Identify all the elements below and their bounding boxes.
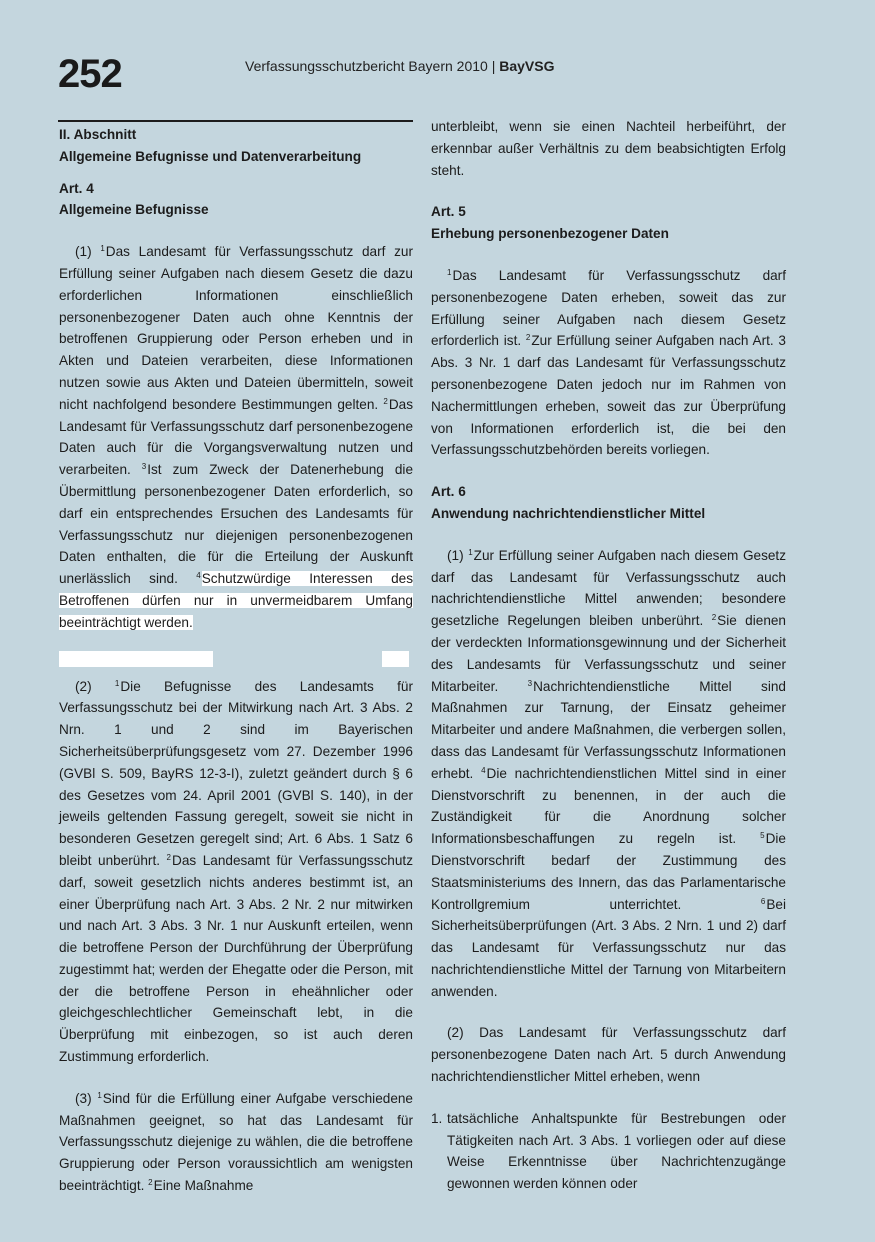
art4-continuation: unterbleibt, wenn sie einen Nachteil herbeiführt, der erkennbar außer Verhältnis zu dem beabsichtigten Erfolg steht.: [431, 119, 786, 178]
art5-paragraph: $^1$Das Landesamt für Verfassungsschutz darf personenbezogene Daten erheben, soweit das zur Erfüllung seiner Aufgaben nach diesem Gesetz erforderlich ist. $^2$Zur Erfüllung seiner Aufgaben nach Art. 3 Abs. 3 Nr. 1 darf das Landesamt für Verfassungsschutz personenbezogene Daten jedoch nur im Rahmen von Nachermittlungen erheben, soweit das zur Überprüfung von Informationen erforderlich ist, die bei den Verfassungsschutzbehörden bereits vorliegen.: [431, 267, 786, 458]
list-item-text: tatsächliche Anhaltspunkte für Bestrebungen oder Tätigkeiten nach Art. 3 Abs. 1 vorliegen oder auf diese Weise Erkenntnisse über Nachrichtenzugänge gewonnen werden können oder: [447, 1110, 786, 1192]
art4-paragraph-3: (3) $^1$Sind für die Erfüllung einer Aufgabe verschiedene Maßnahmen geeignet, so hat das Landesamt für Verfassungsschutz diejenige zu wählen, die die betroffene Gruppierung oder Person voraussichtlich am wenigsten beeinträchtigt. $^2$Eine Maßnahme: [59, 1090, 413, 1194]
article-5-label: Art. 5: [431, 204, 466, 220]
section-title: Allgemeine Befugnisse und Datenverarbeitung: [59, 148, 362, 164]
running-title: Verfassungsschutzbericht Bayern 2010 |: [245, 58, 500, 74]
article-4-label: Art. 4: [59, 180, 94, 196]
section-label: II. Abschnitt: [59, 127, 137, 142]
list-item: [431, 1108, 786, 1195]
right-column: [431, 116, 786, 1195]
article-4-title: Allgemeine Befugnisse: [59, 202, 209, 218]
art4-paragraph-1: (1) $^1$Das Landesamt für Verfassungsschutz darf zur Erfüllung seiner Aufgaben nach diesem Gesetz die dazu erforderlichen Informationen einschließlich personenbezogener Daten auch ohne Kenntnis der betroffenen Gruppierung oder Person erheben und in Akten und Dateien verarbeiten, diese Informationen nutzen sowie aus Akten und Dateien übermitteln, soweit nicht nachfolgend besondere Bestimmungen gelten. $^2$Das Landesamt für Verfassungsschutz darf personenbezogene Daten auch für die Vorgangsverwaltung nutzen und verarbeiten. $^3$Ist zum Zweck der Datenerhebung die Übermittlung personenbezogener Daten erforderlich, so darf ein entsprechendes Ersuchen des Landesamts für Verfassungsschutz nur diejenigen personenbezogenen Daten enthalten, die für die Erteilung der Auskunft unerlässlich sind. $^4$Schutzwürdige Interessen des Betroffenen dürfen nur in unvermeidbarem Umfang beeinträchtigt werden.: [59, 244, 414, 630]
header-rule: [58, 120, 413, 122]
running-title-bold: BayVSG: [499, 58, 555, 74]
art6-paragraph-2: (2) Das Landesamt für Verfassungsschutz darf personenbezogene Daten nach Art. 5 durch Anwendung nachrichtendienstlicher Mittel erheben, wenn: [431, 1025, 786, 1085]
article-6-label: Art. 6: [431, 484, 466, 500]
article-5-title: Erhebung personenbezogener Daten: [431, 226, 669, 242]
running-header: [245, 58, 554, 74]
page-number: 252: [58, 52, 122, 96]
art6-paragraph-1: (1) $^1$Zur Erfüllung seiner Aufgaben nach diesem Gesetz darf das Landesamt für Verfassungsschutz auch nachrichtendienstliche Mittel anwenden; besondere gesetzliche Regelungen bleiben unberührt. $^2$Sie dienen der verdeckten Informationsgewinnung und der Sicherheit des Landesamts für Verfassungsschutz und seiner Mitarbeiter. $^3$Nachrichtendienstliche Mittel sind Maßnahmen zur Tarnung, der Einsatz geheimer Mitarbeiter und andere Maßnahmen, die verbergen sollen, dass das Landesamt für Verfassungsschutz Informationen erhebt. $^4$Die nachrichtendienstlichen Mittel sind in einer Dienstvorschrift zu benennen, in der auch die Zuständigkeit für die Anordnung solcher Informationsbeschaffungen zu regeln ist. $^5$Die Dienstvorschrift bedarf der Zustimmung des Staatsministeriums des Innern, das das Parlamentarische Kontrollgremium unterrichtet. $^6$Bei Sicherheitsüberprüfungen (Art. 3 Abs. 2 Nrn. 1 und 2) darf das Landesamt für Verfassungsschutz nur das nachrichtendienstliche Mittel der Tarnung von Mitarbeitern anwenden.: [431, 547, 787, 999]
list-item-number: 1.: [431, 1110, 443, 1126]
art4-paragraph-2: (2) $^1$Die Befugnisse des Landesamts für Verfassungsschutz bei der Mitwirkung nach Art. 3 Abs. 2 Nrn. 1 und 2 sind im Bayerischen Sicherheitsüberprüfungsgesetz vom 27. Dezember 1996 (GVBl S. 509, BayRS 12-3-I), zuletzt geändert durch § 6 des Gesetzes vom 24. April 2001 (GVBl S. 140), in der jeweils geltenden Fassung geregelt, soweit sie nicht in besonderen Gesetzen geregelt sind; Art. 6 Abs. 1 Satz 6 bleibt unberührt. $^2$Das Landesamt für Verfassungsschutz darf, soweit gesetzlich nichts anderes bestimmt ist, an einer Überprüfung nach Art. 3 Abs. 2 Nr. 2 nur mitwirken und nach Art. 3 Abs. 3 Nr. 1 nur Auskunft erteilen, wenn die betroffene Person der Durchführung der Überprüfung zugestimmt hat; werden der Ehegatte oder die Person, mit der die betroffene Person in eheähnlicher oder gleichgeschlechtlicher Gemeinschaft lebt, in die Überprüfung mit einbezogen, so ist auch deren Zustimmung erforderlich.: [59, 678, 413, 1065]
highlighted-sentence: Schutzwürdige Interessen des Betroffenen dürfen nur in unvermeidbarem Umfang beeinträchtigt werden.: [59, 571, 414, 630]
article-6-title: Anwendung nachrichtendienstlicher Mittel: [431, 505, 706, 521]
art6-list: [431, 1108, 786, 1195]
left-column: [59, 124, 413, 1197]
